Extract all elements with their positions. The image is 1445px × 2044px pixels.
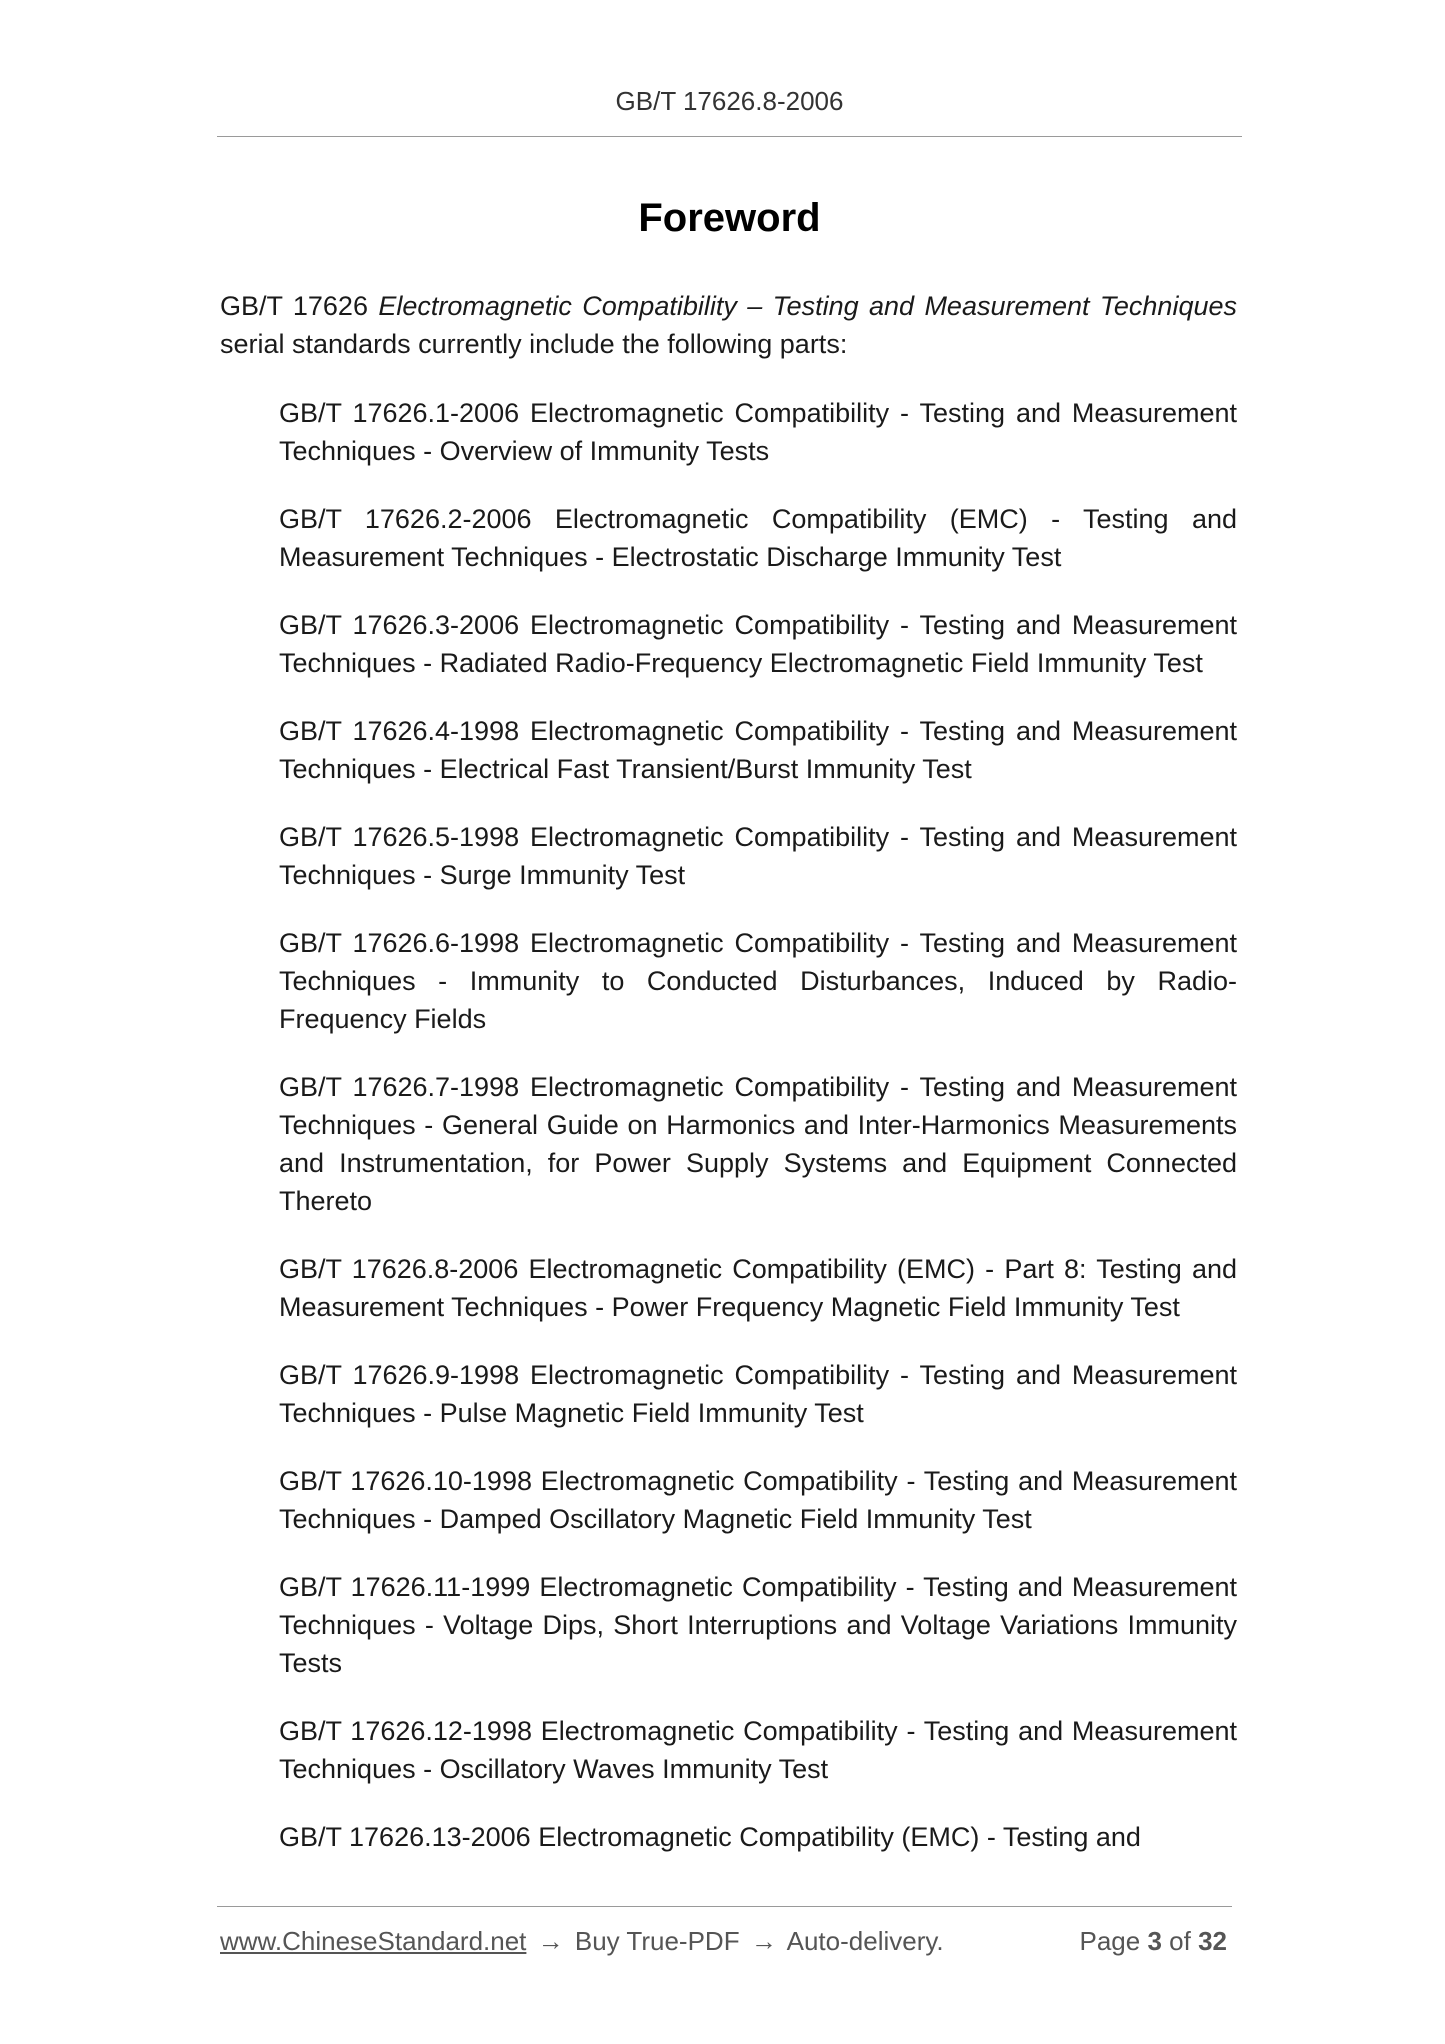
parts-list: [279, 394, 1237, 1886]
intro-suffix: serial standards currently include the following parts:: [220, 329, 848, 359]
footer-divider: [217, 1906, 1232, 1907]
list-item: GB/T 17626.13-2006 Electromagnetic Compatibility (EMC) - Testing and: [279, 1822, 1141, 1852]
list-item: GB/T 17626.6-1998 Electromagnetic Compatibility - Testing and Measurement Techniques - Immunity to Conducted Disturbances, Induced by Radio-Frequency Fields: [279, 928, 1237, 1034]
page-of-label: of: [1169, 1926, 1191, 1956]
page-number: [1079, 1926, 1227, 1957]
page-title: Foreword: [638, 196, 821, 240]
list-item: GB/T 17626.5-1998 Electromagnetic Compatibility - Testing and Measurement Techniques - Surge Immunity Test: [279, 822, 1237, 890]
intro-prefix: GB/T 17626: [220, 291, 379, 321]
header-divider: [217, 136, 1242, 137]
arrow-right-icon: →: [750, 1926, 777, 1956]
arrow-right-icon: →: [537, 1926, 564, 1956]
list-item: GB/T 17626.12-1998 Electromagnetic Compatibility - Testing and Measurement Techniques - Oscillatory Waves Immunity Test: [279, 1716, 1237, 1784]
intro-paragraph: [220, 287, 1237, 363]
list-item: GB/T 17626.9-1998 Electromagnetic Compatibility - Testing and Measurement Techniques - Pulse Magnetic Field Immunity Test: [279, 1360, 1237, 1428]
list-item: GB/T 17626.4-1998 Electromagnetic Compatibility - Testing and Measurement Techniques - Electrical Fast Transient/Burst Immunity Test: [279, 716, 1237, 784]
footer-step-delivery: Auto-delivery.: [786, 1926, 944, 1956]
page-current: 3: [1147, 1926, 1162, 1956]
list-item: GB/T 17626.7-1998 Electromagnetic Compatibility - Testing and Measurement Techniques - General Guide on Harmonics and Inter-Harmonics Measurements and Instrumentation, for Power Supply Systems and Equipment Connected Thereto: [279, 1072, 1237, 1216]
running-header: GB/T 17626.8-2006: [615, 86, 844, 116]
list-item: GB/T 17626.2-2006 Electromagnetic Compatibility (EMC) - Testing and Measurement Techniques - Electrostatic Discharge Immunity Test: [279, 504, 1237, 572]
page-footer: [220, 1926, 1232, 1957]
page-total: 32: [1198, 1926, 1227, 1956]
page-label: Page: [1079, 1926, 1141, 1956]
series-title: Electromagnetic Compatibility – Testing and Measurement Techniques: [378, 291, 1237, 321]
site-link[interactable]: www.ChineseStandard.net: [220, 1926, 527, 1956]
list-item: GB/T 17626.8-2006 Electromagnetic Compatibility (EMC) - Part 8: Testing and Measurement Techniques - Power Frequency Magnetic Field Immunity Test: [279, 1254, 1237, 1322]
list-item: GB/T 17626.11-1999 Electromagnetic Compatibility - Testing and Measurement Techniques - Voltage Dips, Short Interruptions and Voltage Variations Immunity Tests: [279, 1572, 1237, 1678]
list-item: GB/T 17626.1-2006 Electromagnetic Compatibility - Testing and Measurement Techniques - Overview of Immunity Tests: [279, 398, 1237, 466]
footer-step-buy: Buy True-PDF: [574, 1926, 740, 1956]
list-item: GB/T 17626.10-1998 Electromagnetic Compatibility - Testing and Measurement Techniques - Damped Oscillatory Magnetic Field Immunity Test: [279, 1466, 1237, 1534]
list-item: GB/T 17626.3-2006 Electromagnetic Compatibility - Testing and Measurement Techniques - Radiated Radio-Frequency Electromagnetic Field Immunity Test: [279, 610, 1237, 678]
